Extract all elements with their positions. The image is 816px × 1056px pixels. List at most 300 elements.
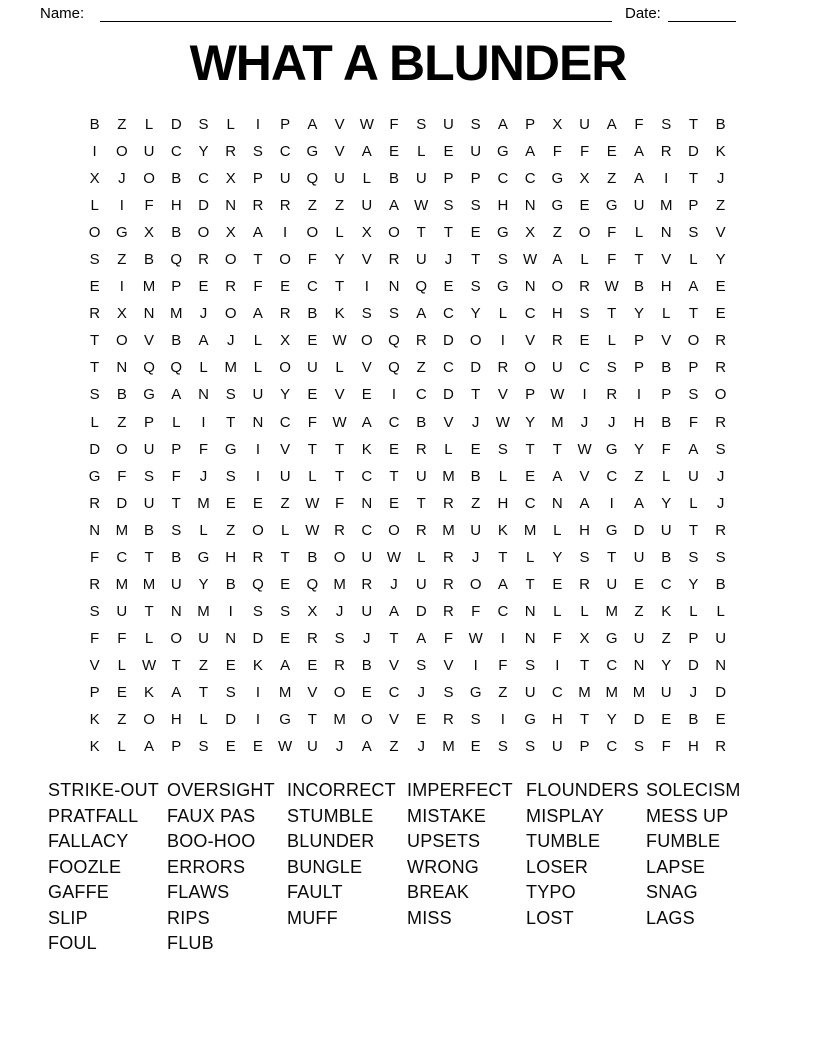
grid-letter-r9c6: J: [226, 332, 235, 350]
grid-letter-r18c19: R: [579, 575, 590, 593]
grid-letter-r4c17: N: [524, 197, 536, 215]
grid-letter-r5c19: O: [578, 224, 591, 242]
grid-letter-r24c22: F: [661, 738, 671, 756]
grid-letter-r11c23: S: [688, 386, 699, 404]
grid-letter-r24c9: U: [306, 738, 318, 756]
grid-letter-r1c16: A: [497, 116, 508, 134]
grid-letter-r13c23: A: [688, 440, 699, 458]
grid-letter-r21c18: I: [555, 656, 560, 674]
grid-letter-r17c11: U: [361, 548, 373, 566]
grid-letter-r6c4: Q: [170, 251, 183, 269]
word-list-item: ERRORS: [167, 856, 246, 877]
grid-letter-r13c17: T: [525, 440, 535, 458]
grid-letter-r9c17: V: [525, 332, 536, 350]
grid-letter-r23c14: R: [443, 711, 454, 729]
grid-letter-r16c12: O: [388, 521, 400, 539]
grid-letter-r11c17: P: [525, 386, 536, 404]
grid-letter-r13c10: T: [334, 440, 345, 458]
grid-letter-r3c4: B: [171, 170, 182, 188]
grid-letter-r6c1: S: [89, 251, 100, 269]
grid-letter-r8c6: O: [224, 305, 237, 323]
grid-letter-r5c13: T: [416, 224, 426, 242]
grid-letter-r9c12: Q: [388, 332, 400, 350]
grid-letter-r17c6: H: [225, 548, 237, 566]
grid-letter-r24c19: P: [579, 738, 590, 756]
grid-letter-r20c16: I: [500, 629, 505, 647]
grid-letter-r9c21: P: [633, 332, 644, 350]
grid-letter-r5c18: Z: [552, 224, 562, 242]
grid-letter-r3c9: Q: [306, 170, 319, 188]
grid-letter-r16c16: K: [497, 521, 508, 539]
grid-letter-r6c5: R: [198, 251, 209, 269]
grid-letter-r24c7: E: [252, 738, 263, 756]
grid-letter-r18c8: E: [280, 575, 291, 593]
grid-letter-r14c16: L: [498, 467, 508, 485]
grid-letter-r13c3: U: [143, 440, 155, 458]
grid-letter-r4c19: E: [579, 197, 590, 215]
grid-letter-r1c3: L: [144, 116, 154, 134]
grid-letter-r9c2: O: [115, 332, 128, 350]
grid-letter-r13c18: T: [552, 440, 562, 458]
grid-letter-r22c6: S: [225, 684, 236, 701]
grid-letter-r12c9: F: [307, 413, 317, 431]
grid-letter-r15c19: A: [579, 494, 590, 512]
grid-letter-r9c10: W: [332, 332, 347, 350]
grid-letter-r10c21: P: [633, 359, 644, 377]
grid-letter-r20c20: G: [605, 629, 618, 647]
grid-letter-r23c1: K: [89, 711, 100, 729]
grid-letter-r4c3: F: [144, 197, 154, 215]
grid-letter-r10c9: U: [306, 359, 318, 377]
grid-letter-r1c1: B: [89, 116, 100, 134]
grid-letter-r9c3: V: [144, 332, 155, 350]
grid-letter-r21c17: S: [525, 656, 536, 674]
grid-letter-r5c5: O: [197, 224, 210, 242]
grid-letter-r22c3: K: [144, 684, 155, 701]
grid-letter-r1c18: X: [552, 116, 563, 134]
grid-letter-r7c10: T: [334, 278, 345, 296]
grid-letter-r4c5: D: [198, 197, 209, 215]
grid-letter-r5c15: E: [470, 224, 481, 242]
grid-letter-r21c6: E: [225, 656, 236, 674]
grid-letter-r6c13: U: [415, 251, 427, 269]
grid-letter-r9c11: O: [360, 332, 373, 350]
grid-letter-r4c9: Z: [307, 197, 317, 215]
grid-letter-r15c22: Y: [661, 494, 672, 512]
grid-letter-r6c3: B: [144, 251, 155, 269]
grid-letter-r21c23: D: [688, 656, 699, 674]
grid-letter-r16c18: L: [553, 521, 562, 539]
word-list-item: FAULT: [287, 882, 343, 902]
name-fill-line: [100, 5, 612, 22]
grid-letter-r15c4: T: [171, 494, 181, 512]
grid-letter-r20c19: X: [579, 629, 590, 647]
grid-letter-r18c16: A: [497, 575, 508, 593]
grid-letter-r15c10: F: [334, 494, 345, 512]
puzzle-title: WHAT A BLUNDER: [189, 35, 627, 91]
grid-letter-r18c24: B: [715, 575, 726, 593]
grid-letter-r6c7: T: [253, 251, 263, 269]
grid-letter-r23c17: G: [524, 711, 536, 729]
grid-letter-r22c21: M: [632, 684, 646, 701]
grid-letter-r17c7: R: [252, 548, 264, 566]
date-label: Date:: [625, 5, 661, 22]
grid-letter-r13c8: V: [280, 440, 291, 458]
word-list: [0, 778, 816, 968]
grid-letter-r23c12: V: [389, 711, 400, 729]
grid-letter-r20c21: U: [633, 629, 645, 647]
grid-letter-r3c12: B: [389, 170, 400, 188]
word-list-item: SNAG: [646, 882, 698, 902]
grid-letter-r20c1: F: [90, 629, 100, 647]
grid-letter-r4c16: H: [497, 197, 509, 215]
grid-letter-r13c14: L: [444, 440, 453, 458]
grid-letter-r2c12: E: [389, 143, 400, 161]
grid-letter-r13c4: P: [171, 440, 182, 458]
grid-letter-r4c10: Z: [334, 197, 345, 215]
grid-letter-r2c19: F: [579, 143, 590, 161]
grid-letter-r5c21: L: [634, 224, 644, 242]
word-list-item: MISTAKE: [407, 805, 487, 826]
grid-letter-r20c9: R: [306, 629, 318, 647]
grid-letter-r7c9: C: [306, 278, 318, 296]
grid-letter-r9c7: L: [253, 332, 263, 350]
grid-letter-r10c11: V: [361, 359, 372, 377]
grid-letter-r12c14: V: [443, 413, 454, 431]
word-list-column-6: [646, 778, 741, 931]
grid-letter-r5c6: X: [225, 224, 236, 242]
word-list-item: FLOUNDERS: [526, 780, 639, 800]
grid-letter-r11c5: N: [198, 386, 209, 404]
grid-letter-r7c18: O: [551, 278, 564, 296]
grid-letter-r8c14: C: [443, 305, 454, 323]
word-list-item: WRONG: [407, 856, 479, 877]
grid-letter-r12c16: W: [495, 413, 510, 431]
grid-letter-r15c20: I: [609, 494, 614, 512]
grid-letter-r20c3: L: [144, 629, 154, 647]
grid-letter-r24c3: A: [144, 738, 155, 756]
grid-letter-r19c4: N: [170, 602, 182, 620]
word-list-item: FALLACY: [48, 831, 129, 851]
grid-letter-r6c6: O: [224, 251, 237, 269]
grid-letter-r4c13: W: [414, 197, 429, 215]
word-list-item: INCORRECT: [287, 780, 396, 800]
word-list-item: PRATFALL: [48, 805, 139, 826]
grid-letter-r10c14: C: [443, 359, 454, 377]
word-list-item: FLAWS: [167, 882, 230, 902]
word-list-item: FOOZLE: [48, 856, 122, 877]
word-list-item: LAGS: [646, 907, 695, 928]
grid-letter-r7c13: Q: [415, 278, 428, 296]
grid-letter-r13c5: F: [198, 440, 209, 458]
grid-letter-r8c8: R: [279, 305, 291, 323]
grid-letter-r19c2: U: [116, 602, 128, 620]
grid-letter-r3c11: L: [362, 170, 371, 188]
grid-letter-r3c13: U: [415, 170, 427, 188]
grid-letter-r19c6: I: [228, 602, 233, 620]
grid-letter-r19c18: L: [553, 602, 562, 620]
grid-letter-r10c5: L: [199, 359, 208, 377]
grid-letter-r22c15: G: [469, 684, 482, 701]
grid-letter-r13c16: S: [497, 440, 508, 458]
grid-letter-r17c13: L: [417, 548, 426, 566]
grid-letter-r9c14: D: [443, 332, 454, 350]
grid-letter-r8c5: J: [199, 305, 208, 323]
grid-letter-r9c13: R: [415, 332, 427, 350]
word-list-column-3: [287, 778, 396, 931]
grid-letter-r7c8: E: [280, 278, 291, 296]
grid-letter-r15c2: D: [116, 494, 128, 512]
grid-letter-r6c14: J: [444, 251, 453, 269]
grid-letter-r1c5: S: [198, 116, 209, 134]
grid-letter-r10c19: C: [579, 359, 590, 377]
grid-letter-r17c24: S: [715, 548, 726, 566]
grid-letter-r7c23: A: [688, 278, 699, 296]
grid-letter-r2c23: D: [688, 143, 699, 161]
grid-letter-r14c7: I: [255, 467, 260, 485]
grid-letter-r1c9: A: [307, 116, 318, 134]
word-list-item: STRIKE-OUT: [48, 780, 160, 800]
grid-letter-r2c9: G: [306, 143, 319, 161]
grid-letter-r21c11: B: [361, 656, 372, 674]
grid-letter-r13c20: G: [605, 440, 618, 458]
grid-letter-r5c4: B: [171, 224, 182, 242]
grid-letter-r23c6: D: [225, 711, 237, 729]
grid-letter-r18c1: R: [89, 575, 101, 593]
grid-letter-r14c19: V: [579, 467, 590, 485]
word-list-column-1: [48, 778, 159, 957]
grid-letter-r5c22: N: [660, 224, 672, 242]
grid-letter-r23c18: H: [551, 711, 563, 729]
grid-letter-r11c16: V: [497, 386, 508, 404]
grid-letter-r8c2: X: [116, 305, 127, 323]
grid-letter-r19c20: M: [605, 602, 619, 620]
grid-letter-r14c23: U: [688, 467, 699, 485]
grid-letter-r19c7: S: [252, 602, 263, 620]
grid-letter-r17c16: T: [498, 548, 508, 566]
grid-letter-r24c4: P: [171, 738, 182, 756]
grid-letter-r5c9: O: [306, 224, 319, 242]
grid-letter-r21c1: V: [89, 656, 100, 674]
grid-letter-r24c6: E: [225, 738, 236, 756]
grid-letter-r17c22: B: [661, 548, 672, 566]
word-list-item: IMPERFECT: [407, 780, 513, 800]
grid-letter-r14c3: S: [144, 467, 155, 485]
grid-letter-r10c23: P: [688, 359, 699, 377]
grid-letter-r8c1: R: [89, 305, 101, 323]
grid-letter-r11c13: C: [415, 386, 427, 404]
grid-letter-r11c19: I: [582, 386, 587, 404]
grid-letter-r14c13: U: [415, 467, 427, 485]
grid-letter-r15c15: Z: [471, 494, 481, 512]
grid-letter-r6c12: R: [388, 251, 400, 269]
word-list-item: BLUNDER: [287, 831, 375, 851]
grid-letter-r3c22: I: [664, 170, 669, 188]
grid-letter-r7c20: W: [604, 278, 619, 296]
grid-letter-r11c4: A: [171, 386, 182, 404]
grid-letter-r23c7: I: [255, 711, 260, 729]
grid-letter-r11c2: B: [116, 386, 127, 404]
grid-letter-r10c1: T: [90, 359, 100, 377]
grid-letter-r10c13: Z: [416, 359, 426, 377]
grid-letter-r14c4: F: [171, 467, 181, 485]
grid-letter-r11c21: I: [636, 386, 642, 404]
grid-letter-r8c20: T: [607, 305, 617, 323]
grid-letter-r17c15: J: [471, 548, 480, 566]
grid-letter-r8c19: S: [579, 305, 590, 323]
grid-letter-r1c4: D: [170, 116, 182, 134]
grid-letter-r15c6: E: [225, 494, 236, 512]
grid-letter-r20c13: A: [416, 629, 427, 647]
grid-letter-r22c18: C: [551, 684, 563, 701]
grid-letter-r20c5: U: [198, 629, 209, 647]
grid-letter-r1c15: S: [470, 116, 481, 134]
grid-letter-r4c7: R: [252, 197, 264, 215]
grid-letter-r14c14: M: [442, 467, 455, 485]
grid-letter-r6c23: L: [689, 251, 698, 269]
grid-letter-r13c11: K: [361, 440, 372, 458]
grid-letter-r7c6: R: [225, 278, 237, 296]
grid-letter-r22c5: T: [198, 684, 209, 701]
grid-letter-r1c8: P: [280, 116, 291, 134]
grid-letter-r4c14: S: [443, 197, 454, 215]
grid-letter-r8c12: S: [389, 305, 400, 323]
grid-letter-r20c7: D: [252, 629, 264, 647]
grid-letter-r14c20: C: [606, 467, 618, 485]
grid-letter-r12c8: C: [279, 413, 291, 431]
grid-letter-r5c16: G: [497, 224, 509, 242]
grid-letter-r4c15: S: [470, 197, 481, 215]
grid-letter-r14c5: J: [199, 467, 208, 485]
grid-letter-r3c18: G: [551, 170, 564, 188]
grid-letter-r10c17: O: [524, 359, 536, 377]
grid-letter-r21c21: N: [633, 656, 645, 674]
grid-letter-r17c10: O: [333, 548, 346, 566]
grid-letter-r10c4: Q: [170, 359, 183, 377]
grid-letter-r5c3: X: [144, 224, 155, 242]
grid-letter-r21c4: T: [171, 656, 181, 674]
grid-letter-r19c16: C: [497, 602, 509, 620]
grid-letter-r22c9: V: [307, 684, 318, 701]
grid-letter-r6c22: V: [661, 251, 672, 269]
grid-letter-r3c20: Z: [607, 170, 617, 188]
grid-letter-r23c15: S: [470, 711, 481, 729]
grid-letter-r1c11: W: [359, 116, 374, 134]
grid-letter-r20c11: J: [363, 629, 371, 647]
grid-letter-r21c24: N: [715, 656, 727, 674]
grid-letter-r16c9: W: [305, 521, 320, 539]
letter-grid: [81, 111, 734, 760]
grid-letter-r15c11: N: [361, 494, 373, 512]
grid-letter-r22c4: A: [171, 684, 182, 701]
grid-letter-r1c2: Z: [117, 116, 127, 134]
grid-letter-r11c14: D: [443, 386, 454, 404]
grid-letter-r19c9: X: [307, 602, 318, 620]
grid-letter-r7c16: G: [497, 278, 509, 296]
grid-letter-r15c17: C: [524, 494, 536, 512]
word-list-item: MUFF: [287, 907, 338, 928]
grid-letter-r14c12: T: [389, 467, 399, 485]
grid-letter-r21c13: S: [416, 656, 427, 674]
grid-letter-r9c23: O: [687, 332, 700, 350]
grid-letter-r16c19: H: [579, 521, 590, 539]
word-list-item: STUMBLE: [287, 805, 374, 826]
grid-letter-r7c2: I: [119, 278, 124, 296]
grid-letter-r14c2: F: [117, 467, 127, 485]
grid-letter-r22c19: M: [578, 684, 591, 701]
grid-letter-r6c11: V: [361, 251, 372, 269]
grid-letter-r19c19: L: [580, 602, 589, 620]
grid-letter-r22c11: E: [361, 684, 372, 701]
grid-letter-r15c5: M: [197, 494, 210, 512]
grid-letter-r8c10: K: [334, 305, 345, 323]
grid-letter-r20c10: S: [334, 629, 345, 647]
grid-letter-r4c20: G: [605, 197, 618, 215]
grid-letter-r12c3: P: [144, 413, 155, 431]
grid-letter-r17c1: F: [90, 548, 100, 566]
grid-letter-r2c14: E: [443, 143, 454, 161]
word-list-item: FOUL: [48, 933, 97, 953]
grid-letter-r11c24: O: [714, 386, 727, 404]
grid-letter-r18c20: U: [606, 575, 618, 593]
word-list-item: RIPS: [167, 907, 210, 928]
grid-letter-r18c13: U: [415, 575, 427, 593]
grid-letter-r12c5: I: [201, 413, 206, 431]
grid-letter-r20c17: N: [524, 629, 536, 647]
grid-letter-r18c15: O: [469, 575, 482, 593]
grid-letter-r10c22: B: [661, 359, 672, 377]
grid-letter-r5c1: O: [88, 224, 101, 242]
grid-letter-r19c24: L: [716, 602, 725, 620]
grid-letter-r1c23: T: [688, 116, 698, 134]
grid-letter-r17c17: L: [525, 548, 535, 566]
grid-letter-r24c21: S: [633, 738, 644, 756]
grid-letter-r22c20: M: [605, 684, 619, 701]
grid-letter-r19c5: M: [197, 602, 210, 620]
grid-letter-r12c10: W: [332, 413, 347, 431]
grid-letter-r6c20: F: [607, 251, 617, 269]
grid-letter-r24c12: Z: [389, 738, 399, 756]
grid-letter-r8c21: Y: [633, 305, 644, 323]
grid-letter-r19c22: K: [661, 602, 672, 620]
grid-letter-r16c2: M: [115, 521, 129, 539]
grid-letter-r3c3: O: [143, 170, 155, 188]
grid-letter-r12c13: B: [416, 413, 427, 431]
grid-letter-r11c22: P: [661, 386, 672, 404]
grid-letter-r19c17: N: [524, 602, 536, 620]
grid-letter-r12c20: J: [608, 413, 616, 431]
grid-letter-r12c11: A: [361, 413, 372, 431]
grid-letter-r23c20: Y: [606, 711, 617, 729]
grid-letter-r17c8: T: [280, 548, 290, 566]
grid-letter-r11c18: W: [550, 386, 565, 404]
grid-letter-r14c11: C: [361, 467, 373, 485]
grid-letter-r2c10: V: [334, 143, 345, 161]
grid-letter-r1c24: B: [715, 116, 726, 134]
grid-letter-r3c17: C: [524, 170, 536, 188]
grid-letter-r24c17: S: [525, 738, 536, 756]
grid-letter-r15c9: W: [305, 494, 320, 512]
grid-letter-r16c15: U: [470, 521, 482, 539]
grid-letter-r19c15: F: [471, 602, 481, 620]
grid-letter-r2c13: L: [417, 143, 426, 161]
grid-letter-r3c6: X: [225, 170, 236, 188]
grid-letter-r8c18: H: [551, 305, 563, 323]
grid-letter-r19c11: U: [361, 602, 373, 620]
word-list-column-4: [407, 778, 513, 931]
grid-letter-r10c12: Q: [388, 359, 400, 377]
grid-letter-r3c21: A: [633, 170, 644, 188]
